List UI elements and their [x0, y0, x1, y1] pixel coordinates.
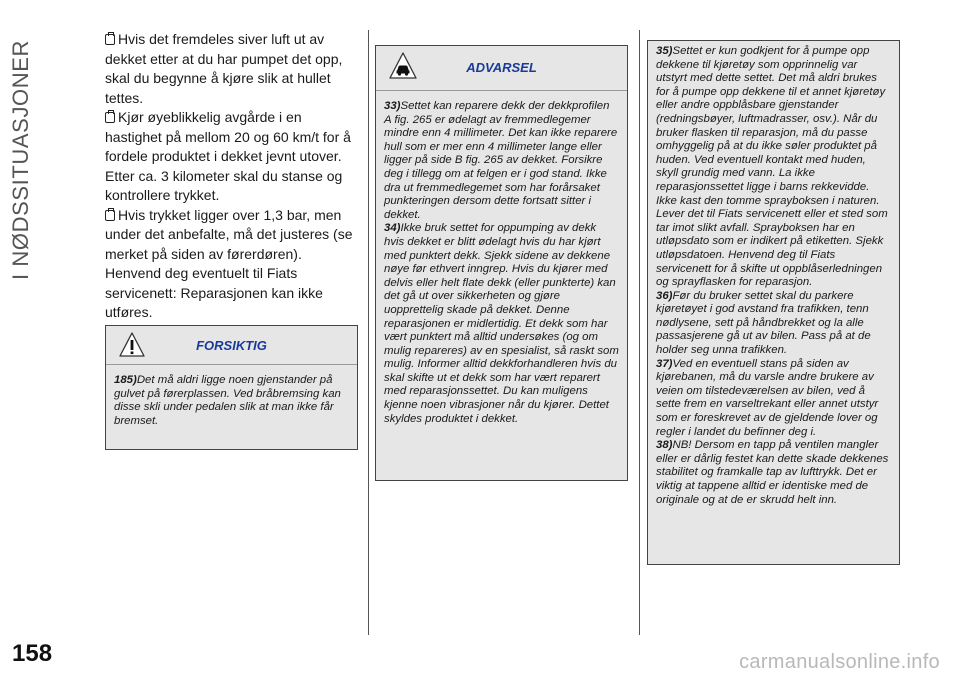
warning-box — [375, 45, 628, 481]
note-number: 37) — [656, 357, 673, 370]
caution-box — [105, 325, 358, 450]
warning-note — [656, 290, 891, 358]
note-text: NB! Dersom en tapp på ventilen mangler eller er dårlig festet kan dette skade dekkenes stabilitet og framkalle tap av lufttrykk. Det er viktig at tappene alltid er identiske med de originale og at de er skrudd helt inn. — [656, 439, 889, 506]
paragraph-text: Kjør øyeblikkelig avgårde i en hastighet på mellom 20 og 60 km/t for å fordele produktet i dekket jevnt utover. Etter ca. 3 kilometer skal du stanse og kontrollere trykket. — [105, 109, 351, 203]
note-text: Det må aldri ligge noen gjenstander på gulvet på førerplassen. Ved bråbremsing kan disse skli under pedalen slik at man ikke får bremset. — [114, 374, 341, 427]
instruction-paragraph — [105, 206, 357, 323]
caution-body — [106, 365, 357, 436]
warning-note — [656, 358, 891, 440]
warning-title: ADVARSEL — [466, 60, 537, 75]
paragraph-text: Hvis trykket ligger over 1,3 bar, men under det anbefalte, må det justeres (se merket på siden av førerdøren). Henvend deg eventuelt til Fiats servicenett: Reparasjonen kan ikke utføres. — [105, 206, 353, 320]
caution-note — [114, 374, 349, 428]
column-divider-right — [639, 30, 640, 635]
note-text: Ikke bruk settet for oppumping av dekk hvis dekket er blitt ødelagt hvis du har kjørt med punktert dekk. Sjekk sidene av dekkene nøye før ethvert inngrep. Hvis du kjører med delvis eller helt flate dekk (eller punkterte) kan det gå ut over sikkerheten og gjøre uopprettelig skade på dekket. Denne reparasjonen er midlertidig. Et dekk som har vært punktert må alltid undersøkes (og om mulig repareres) av en spesialist, så raskt som mulig. Informer alltid dekkforhandleren hvis du skal skifte ut et dekk som har vært reparert med reparasjonssettet. Du kan muligens kjenne noen vibrasjoner når du kjører. Dettet skyldes produktet i dekket. — [384, 222, 619, 425]
note-text: Før du bruker settet skal du parkere kjøretøyet i god avstand fra trafikken, tenn nødlysene, sett på håndbrekket og la alle passasjerene gå ut av bilen. Pass på at de holder seg unna trafikken. — [656, 289, 871, 357]
checkbox-bullet-icon — [105, 210, 115, 221]
note-number: 38) — [656, 439, 673, 452]
watermark: carmanualsonline.info — [739, 651, 940, 673]
note-text: Settet er kun godkjent for å pumpe opp dekkene til kjøretøy som opprinnelig var utstyrt med dette settet. Det må aldri brukes for å pumpe opp dekkene til et annet kjøretøy eller andre oppblåsbare gjenstander (redningsbøyer, luftmadrasser, osv.). Når du bruker flasken til reparasjon, må du passe omhyggelig på at du ikke søler produktet på huden. Ved eventuell kontakt med huden, skyll grundig med vann. La ikke reparasjonssettet ligge i barns rekkevidde. Ikke kast den tomme sprayboksen i naturen. Lever det til Fiats servicenett eller et sted som tar imot slikt avfall. Sprayboksen har en utløpsdato som er indikert på etiketten. Sjekk utløpsdatoen. Henvend deg til Fiats servicenett for å skifte ut oppblåserledningen og sprayflasken for reparasjon. — [656, 45, 888, 289]
checkbox-bullet-icon — [105, 112, 115, 123]
warning-note — [384, 222, 619, 426]
warning-note — [384, 100, 619, 222]
warning-continuation-body — [648, 41, 899, 515]
note-text: Settet kan reparere dekk der dekkprofilen A fig. 265 er ødelagt av fremmedlegemer mindre enn 4 millimeter. Det kan ikke reparere hull som er mer enn 4 millimeter lange eller ligger på side B fig. 265 av dekket. Forsikre deg i tillegg om at felgen er i god stand. Ikke dra ut fremmedlegemet som har forårsaket punkteringen dersom dette fortsatt sitter i dekket. — [384, 100, 618, 221]
note-number: 35) — [656, 45, 673, 57]
note-number: 33) — [384, 100, 401, 112]
warning-body — [376, 91, 627, 434]
caution-title: FORSIKTIG — [196, 338, 267, 353]
note-number: 185) — [114, 374, 137, 386]
warning-continuation-box — [647, 40, 900, 565]
checkbox-bullet-icon — [105, 34, 115, 45]
note-text: Ved en eventuell stans på siden av kjørebanen, må du varsle andre brukere av veien om tilstedeværelsen av bilen, ved å sette frem en varseltrekant eller annet utstyr som er foreskrevet av de gjeldende lover og regler i landet du befinner deg i. — [656, 357, 879, 438]
instruction-paragraph — [105, 108, 357, 206]
section-side-title: I NØDSSITUASJONER — [8, 39, 33, 280]
note-number: 36) — [656, 289, 673, 302]
page-number: 158 — [12, 640, 53, 667]
instruction-paragraph — [105, 30, 357, 108]
caution-box-header — [106, 326, 357, 365]
warning-note — [656, 45, 891, 290]
paragraph-text: Hvis det fremdeles siver luft ut av dekket etter at du har pumpet det opp, skal du begynne å kjøre slik at hullet tettes. — [105, 31, 343, 106]
warning-box-header — [376, 46, 627, 91]
warning-note — [656, 439, 891, 507]
note-number: 34) — [384, 222, 401, 235]
column-divider-left — [368, 30, 369, 635]
column-1 — [105, 30, 357, 323]
